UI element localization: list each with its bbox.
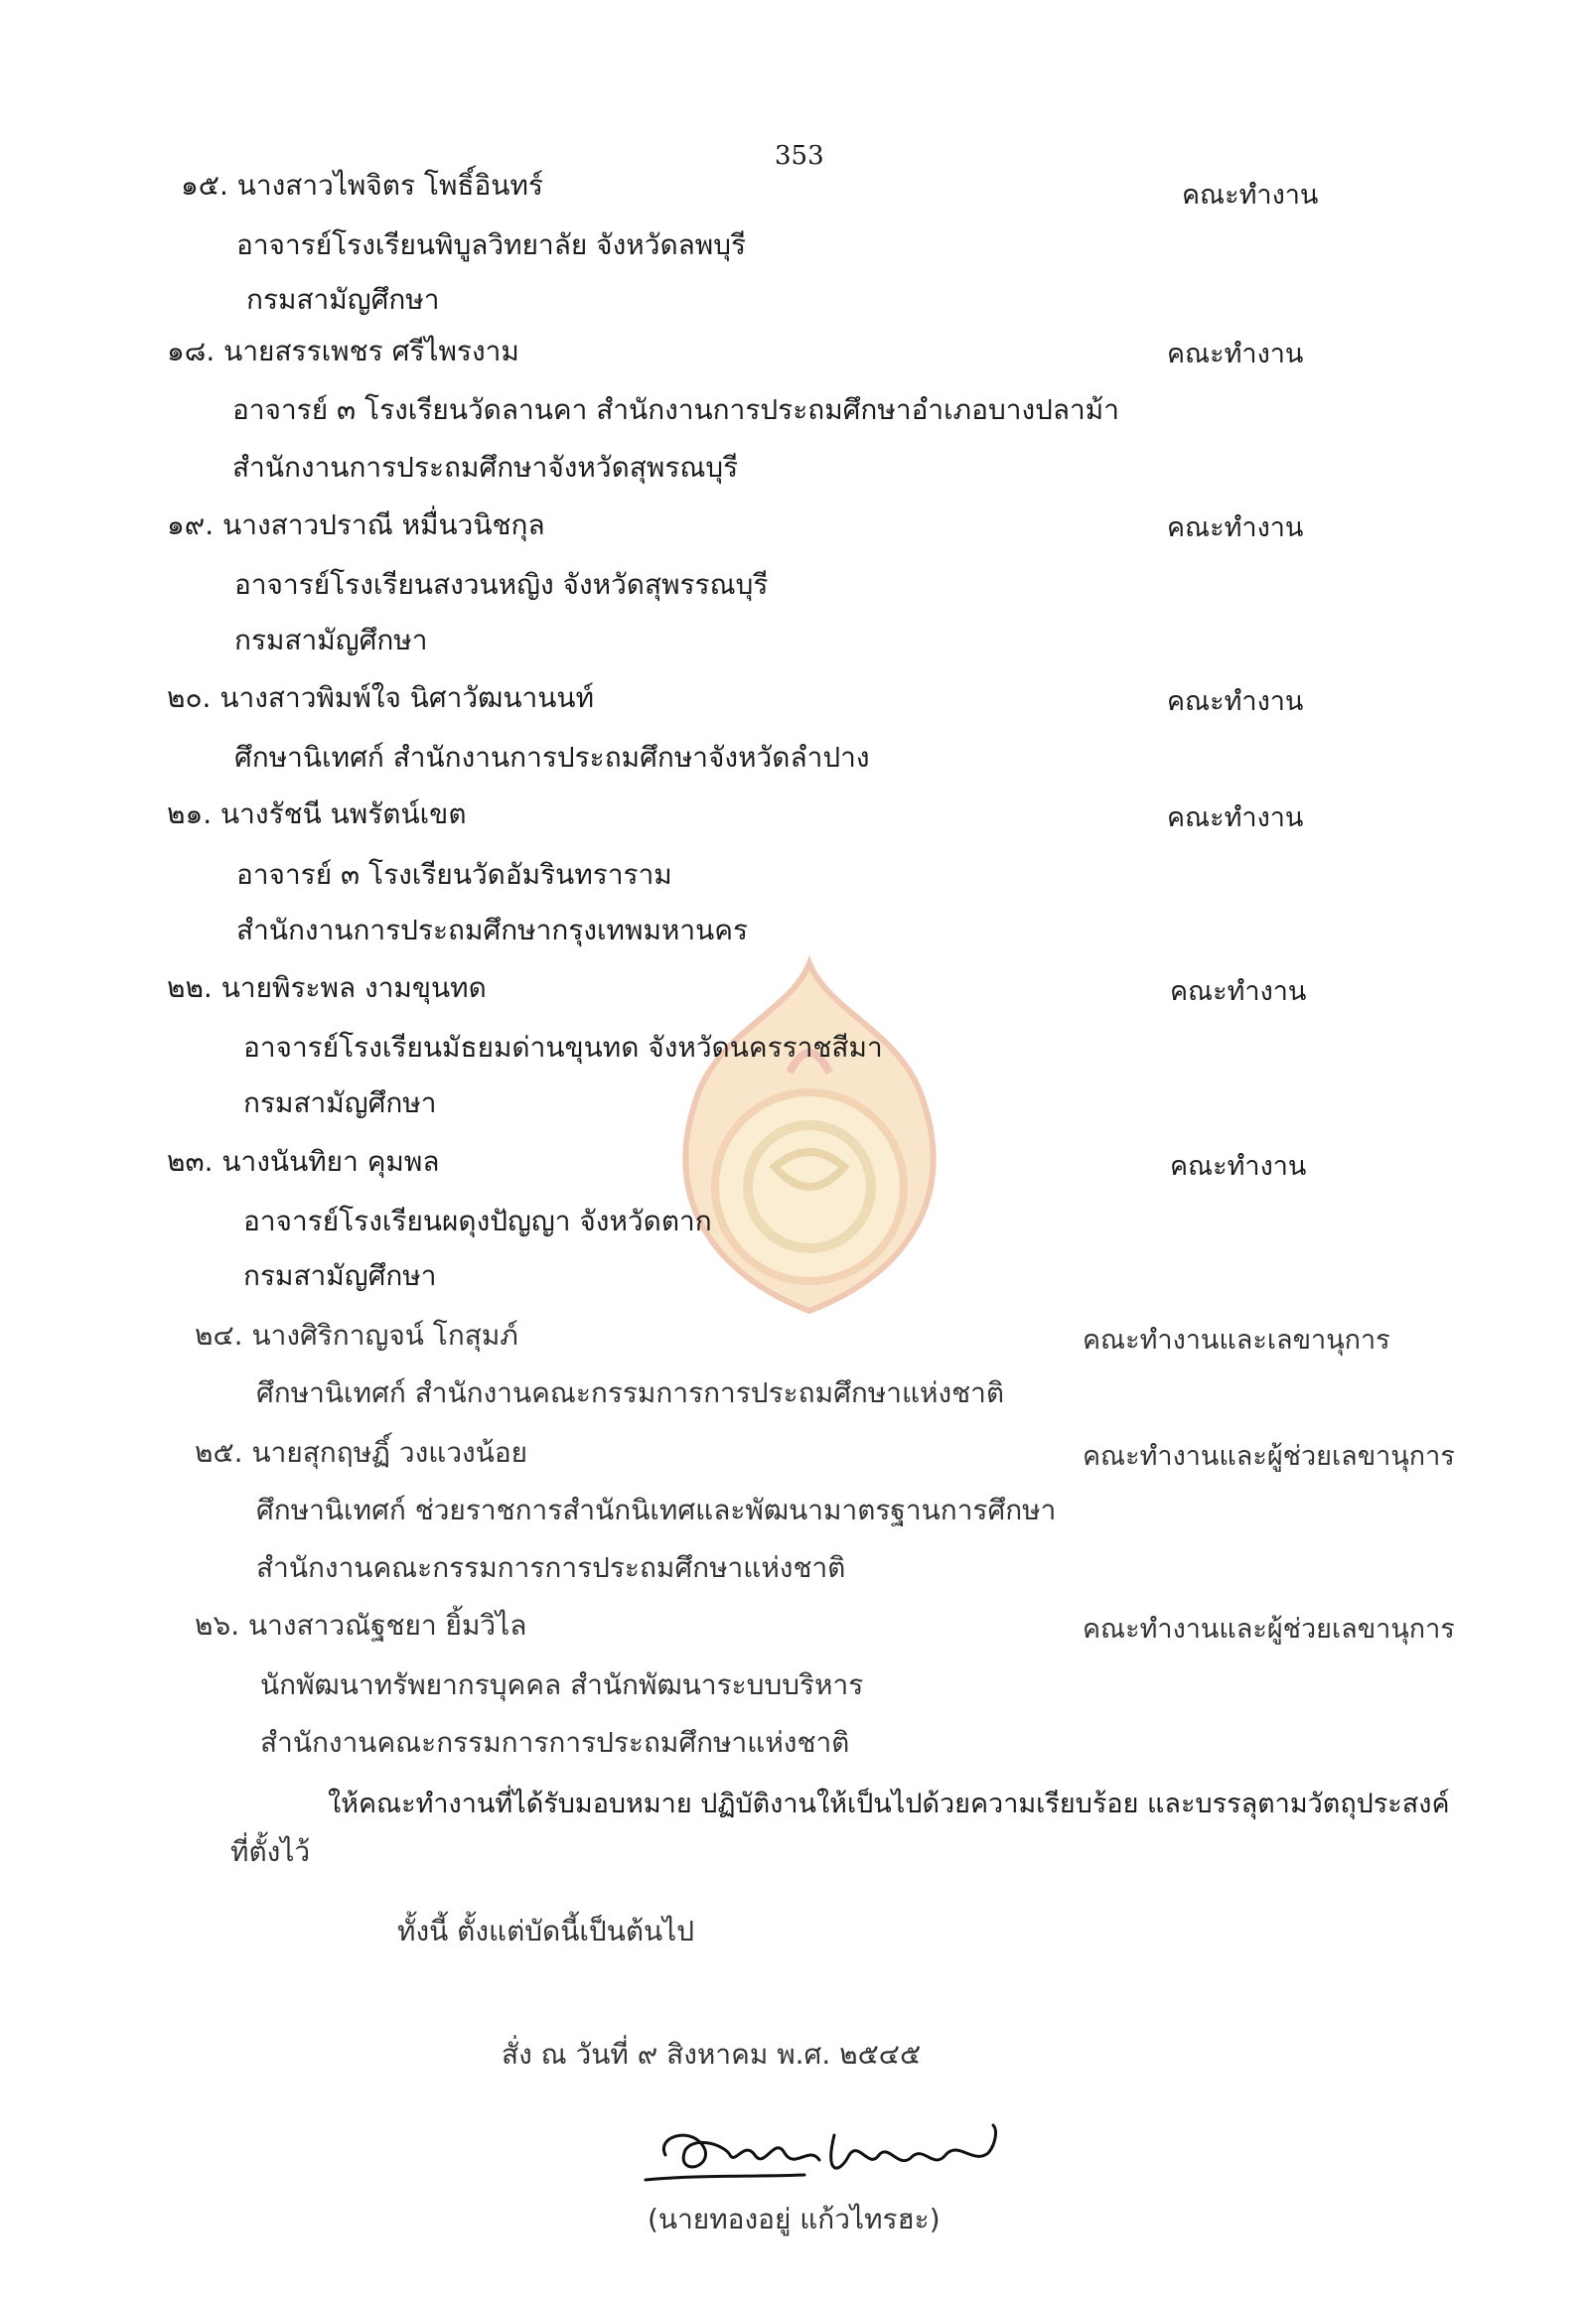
member-position: ศึกษานิเทศก์ ช่วยราชการสำนักนิเทศและพัฒนามาตรฐานการศึกษา (256, 1494, 1057, 1526)
member-position: อาจารย์โรงเรียนสงวนหญิง จังหวัดสุพรรณบุรี (234, 568, 769, 601)
member-role: คณะทำงานและผู้ช่วยเลขานุการ (1083, 1614, 1455, 1645)
member-position: ศึกษานิเทศก์ สำนักงานการประถมศึกษาจังหวัดลำปาง (234, 741, 870, 774)
member-position: อาจารย์โรงเรียนพิบูลวิทยาลัย จังหวัดลพบุรี (236, 228, 747, 261)
member-position: อาจารย์โรงเรียนมัธยมด่านขุนทด จังหวัดนครราชสีมา (243, 1031, 883, 1064)
member-role: คณะทำงาน (1170, 976, 1307, 1007)
order-date: สั่ง ณ วันที่ ๙ สิงหาคม พ.ศ. ๒๕๔๕ (502, 2038, 922, 2071)
member-name: ๒๓. นางนันทิยา คุมพล (167, 1145, 440, 1178)
member-role: คณะทำงานและผู้ช่วยเลขานุการ (1083, 1441, 1455, 1472)
member-name: ๒๖. นางสาวณัฐชยา ยิ้มวิไล (195, 1609, 527, 1642)
effective-statement: ทั้งนี้ ตั้งแต่บัดนี้เป็นต้นไป (397, 1915, 695, 1947)
closing-paragraph-continuation: ที่ตั้งไว้ (230, 1835, 311, 1868)
member-department: กรมสามัญศึกษา (243, 1086, 437, 1119)
member-department: สำนักงานการประถมศึกษาจังหวัดสุพรณบุรี (232, 451, 739, 484)
member-position: ศึกษานิเทศก์ สำนักงานคณะกรรมการการประถมศึกษาแห่งชาติ (256, 1376, 1005, 1409)
member-role: คณะทำงานและเลขานุการ (1083, 1325, 1390, 1356)
member-role: คณะทำงาน (1167, 686, 1304, 717)
member-department: สำนักงานการประถมศึกษากรุงเทพมหานคร (236, 914, 749, 946)
member-name: ๒๐. นางสาวพิมพ์ใจ นิศาวัฒนานนท์ (167, 681, 595, 714)
member-department: กรมสามัญศึกษา (246, 283, 440, 316)
ministry-seal-watermark (655, 953, 963, 1321)
member-name: ๒๒. นายพิระพล งามขุนทด (167, 971, 487, 1004)
member-position: อาจารย์โรงเรียนผดุงปัญญา จังหวัดตาก (243, 1205, 712, 1237)
member-department: สำนักงานคณะกรรมการการประถมศึกษาแห่งชาติ (256, 1551, 846, 1584)
signature (636, 2115, 1013, 2195)
member-name: ๒๑. นางรัชนี นพรัตน์เขต (167, 797, 467, 830)
member-name: ๑๘. นายสรรเพชร ศรีไพรงาม (167, 335, 519, 367)
closing-paragraph: ให้คณะทำงานที่ได้รับมอบหมาย ปฏิบัติงานให้เป็นไปด้วยความเรียบร้อย และบรรลุตามวัตถุประสงค์ (328, 1789, 1450, 1819)
member-name: ๒๕. นายสุกฤษฏิ์ วงแวงน้อย (195, 1436, 528, 1469)
member-department: กรมสามัญศึกษา (234, 624, 428, 656)
member-department: กรมสามัญศึกษา (243, 1259, 437, 1292)
member-role: คณะทำงาน (1182, 180, 1319, 211)
member-department: สำนักงานคณะกรรมการการประถมศึกษาแห่งชาติ (260, 1726, 850, 1759)
member-position: นักพัฒนาทรัพยากรบุคคล สำนักพัฒนาระบบบริหาร (260, 1668, 864, 1701)
signer-name: (นายทองอยู่ แก้วไทรฮะ) (648, 2203, 941, 2235)
member-name: ๒๔. นางศิริกาญจน์ โกสุมภ์ (195, 1319, 518, 1352)
member-name: ๑๕. นางสาวไพจิตร โพธิ์อินทร์ (181, 169, 543, 202)
member-name: ๑๙. นางสาวปราณี หมื่นวนิชกุล (167, 508, 545, 541)
member-position: อาจารย์ ๓ โรงเรียนวัดอัมรินทราราม (236, 858, 672, 891)
member-role: คณะทำงาน (1167, 339, 1304, 369)
page-number: 353 (775, 141, 824, 171)
member-role: คณะทำงาน (1167, 512, 1304, 543)
member-role: คณะทำงาน (1167, 802, 1304, 833)
member-position: อาจารย์ ๓ โรงเรียนวัดลานคา สำนักงานการประถมศึกษาอำเภอบางปลาม้า (232, 393, 1119, 426)
member-role: คณะทำงาน (1170, 1151, 1307, 1182)
